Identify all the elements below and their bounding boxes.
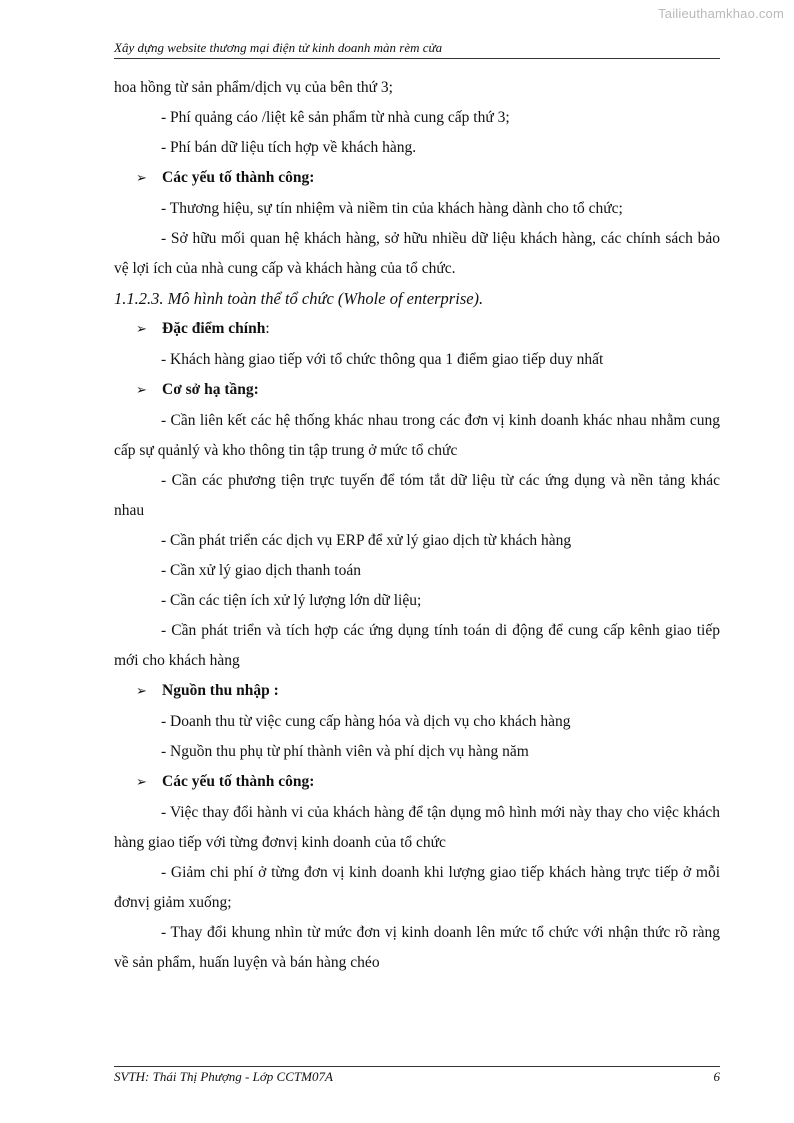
arrow-bullet-icon: ➢ bbox=[136, 775, 147, 790]
page-number: 6 bbox=[713, 1069, 720, 1084]
paragraph-line: - Phí bán dữ liệu tích hợp về khách hàng. bbox=[161, 139, 417, 156]
arrow-bullet-icon: ➢ bbox=[136, 383, 147, 398]
bullet-heading-success: ➢ Các yếu tố thành công: bbox=[114, 163, 720, 194]
list-item: - Giảm chi phí ở từng đơn vị kinh doanh khi lượng giao tiếp khách hàng trực tiếp ở mỗi đơnvị giảm xuống; bbox=[114, 864, 720, 911]
list-item: - Cần các phương tiện trực tuyến để tóm tắt dữ liệu từ các ứng dụng và nền tảng khác nhau bbox=[114, 472, 720, 519]
list-item: - Việc thay đổi hành vi của khách hàng để tận dụng mô hình mới này thay cho việc khách hàng giao tiếp với từng đơnvị kinh doanh của tổ chức bbox=[114, 804, 720, 851]
paragraph-line: - Phí quảng cáo /liệt kê sản phẩm từ nhà cung cấp thứ 3; bbox=[161, 109, 510, 126]
bullet-heading-income: ➢ Nguồn thu nhập : bbox=[114, 676, 720, 707]
list-item: - Cần các tiện ích xử lý lượng lớn dữ liệu; bbox=[161, 592, 422, 609]
list-item: - Cần liên kết các hệ thống khác nhau trong các đơn vị kinh doanh khác nhau nhằm cung cấp sự quảnlý và kho thông tin tập trung ở mức tổ chức bbox=[114, 412, 720, 459]
section-heading: 1.1.2.3. Mô hình toàn thể tổ chức (Whole of enterprise). bbox=[114, 289, 484, 308]
list-item: - Thương hiệu, sự tín nhiệm và niềm tin của khách hàng dành cho tổ chức; bbox=[161, 200, 623, 217]
page-footer bbox=[114, 1066, 720, 1085]
list-item: - Sở hữu mối quan hệ khách hàng, sở hữu nhiều dữ liệu khách hàng, các chính sách bảo vệ lợi ích của nhà cung cấp và khách hàng của tổ chức. bbox=[114, 230, 720, 277]
list-item: - Doanh thu từ việc cung cấp hàng hóa và dịch vụ cho khách hàng bbox=[161, 713, 571, 730]
list-item: - Thay đổi khung nhìn từ mức đơn vị kinh doanh lên mức tổ chức với nhận thức rõ ràng về sản phẩm, huấn luyện và bán hàng chéo bbox=[114, 924, 720, 971]
list-item: - Cần phát triển các dịch vụ ERP để xử lý giao dịch từ khách hàng bbox=[161, 532, 572, 549]
paragraph-line: hoa hồng từ sản phẩm/dịch vụ của bên thứ 3; bbox=[114, 79, 393, 96]
arrow-bullet-icon: ➢ bbox=[136, 684, 147, 699]
arrow-bullet-icon: ➢ bbox=[136, 322, 147, 337]
page-header: Xây dựng website thương mại điện tử kinh doanh màn rèm cửa bbox=[114, 40, 720, 59]
bullet-heading-success: ➢ Các yếu tố thành công: bbox=[114, 767, 720, 798]
list-item: - Cần xử lý giao dịch thanh toán bbox=[161, 562, 361, 579]
watermark: Tailieuthamkhao.com bbox=[658, 6, 784, 21]
bullet-heading-infrastructure: ➢ Cơ sở hạ tầng: bbox=[114, 375, 720, 406]
list-item: - Nguồn thu phụ từ phí thành viên và phí dịch vụ hàng năm bbox=[161, 743, 529, 760]
list-item: - Khách hàng giao tiếp với tổ chức thông qua 1 điểm giao tiếp duy nhất bbox=[161, 351, 604, 368]
list-item: - Cần phát triển và tích hợp các ứng dụng tính toán di động để cung cấp kênh giao tiếp mới cho khách hàng bbox=[114, 622, 720, 669]
document-body bbox=[114, 73, 720, 978]
arrow-bullet-icon: ➢ bbox=[136, 171, 147, 186]
footer-author: SVTH: Thái Thị Phượng - Lớp CCTM07A bbox=[114, 1069, 333, 1084]
bullet-heading-features: ➢ Đặc điểm chính: bbox=[114, 314, 720, 345]
